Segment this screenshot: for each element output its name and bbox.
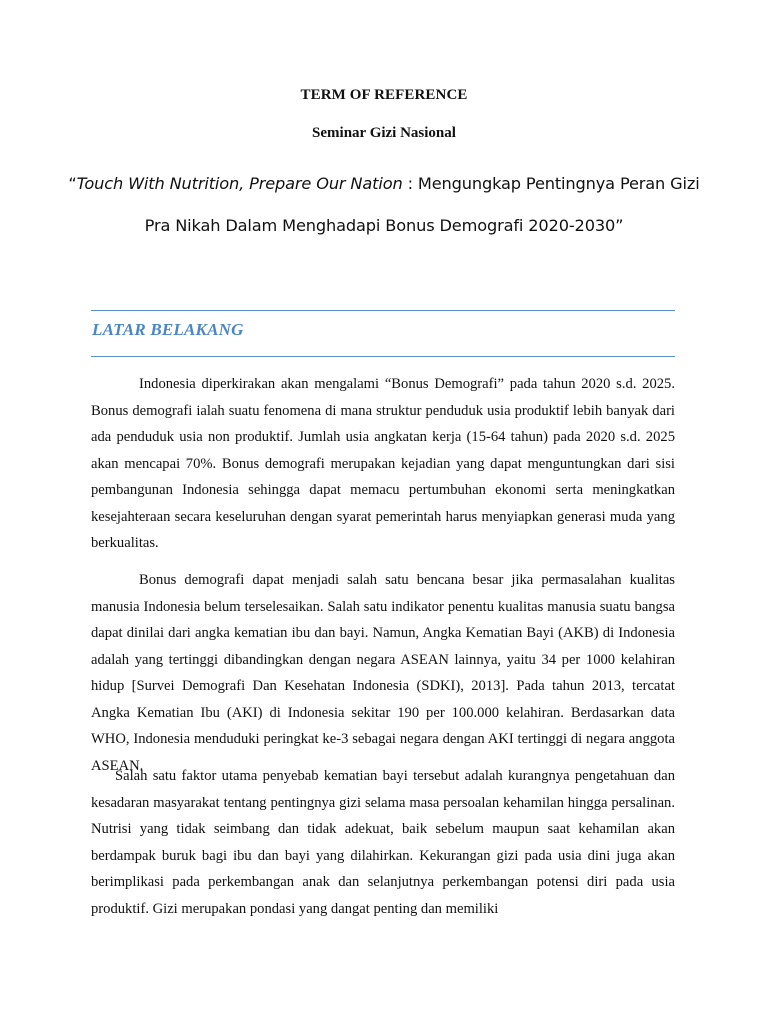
seminar-theme [60, 163, 708, 247]
section-heading: LATAR BELAKANG [92, 320, 244, 339]
document-title: TERM OF REFERENCE [300, 87, 468, 103]
theme-rest: : Mengungkap Pentingnya Peran Gizi Pra Nikah Dalam Menghadapi Bonus Demografi 2020-2030” [144, 174, 700, 235]
theme-open-quote: “ [68, 174, 77, 193]
theme-italic-part: Touch With Nutrition, Prepare Our Nation [76, 174, 403, 193]
body-paragraph-1: Indonesia diperkirakan akan mengalami “Bonus Demografi” pada tahun 2020 s.d. 2025. Bonus demografi ialah suatu fenomena di mana struktur penduduk usia produktif lebih banyak dari ada penduduk usia non produktif. Jumlah usia angkatan kerja (15-64 tahun) pada 2020 s.d. 2025 akan mencapai 70%. Bonus demografi merupakan kejadian yang dapat menguntungkan dari sisi pembangunan Indonesia sehingga dapat memacu pertumbuhan ekonomi serta meningkatkan kesejahteraan secara keseluruhan dengan syarat pemerintah harus menyiapkan generasi muda yang berkualitas. [91, 376, 675, 551]
section-rule-top [91, 310, 675, 311]
section-rule-bottom [91, 356, 675, 357]
body-paragraph-2: Bonus demografi dapat menjadi salah satu bencana besar jika permasalahan kualitas manusia Indonesia belum terselesaikan. Salah satu indikator penentu kualitas manusia suatu bangsa dapat dinilai dari angka kematian ibu dan bayi. Namun, Angka Kematian Bayi (AKB) di Indonesia adalah yang tertinggi dibandingkan dengan negara ASEAN lainnya, yaitu 34 per 1000 kelahiran hidup [Survei Demografi Dan Kesehatan Indonesia (SDKI), 2013]. Pada tahun 2013, tercatat Angka Kematian Ibu (AKI) di Indonesia sekitar 190 per 100.000 kelahiran. Berdasarkan data WHO, Indonesia menduduki peringkat ke-3 sebagai negara dengan AKI tertinggi di negara anggota ASEAN. [91, 572, 675, 774]
document-subtitle: Seminar Gizi Nasional [312, 125, 456, 141]
body-paragraph-3: Salah satu faktor utama penyebab kematian bayi tersebut adalah kurangnya pengetahuan dan kesadaran masyarakat tentang pentingnya gizi selama masa persoalan kehamilan hingga persalinan. Nutrisi yang tidak seimbang dan tidak adekuat, baik sebelum maupun saat kehamilan akan berdampak buruk bagi ibu dan bayi yang dilahirkan. Kekurangan gizi pada usia dini juga akan berimplikasi pada perkembangan anak dan selanjutnya perkembangan potensi diri pada usia produktif. Gizi merupakan pondasi yang dangat penting dan memiliki [91, 768, 675, 917]
